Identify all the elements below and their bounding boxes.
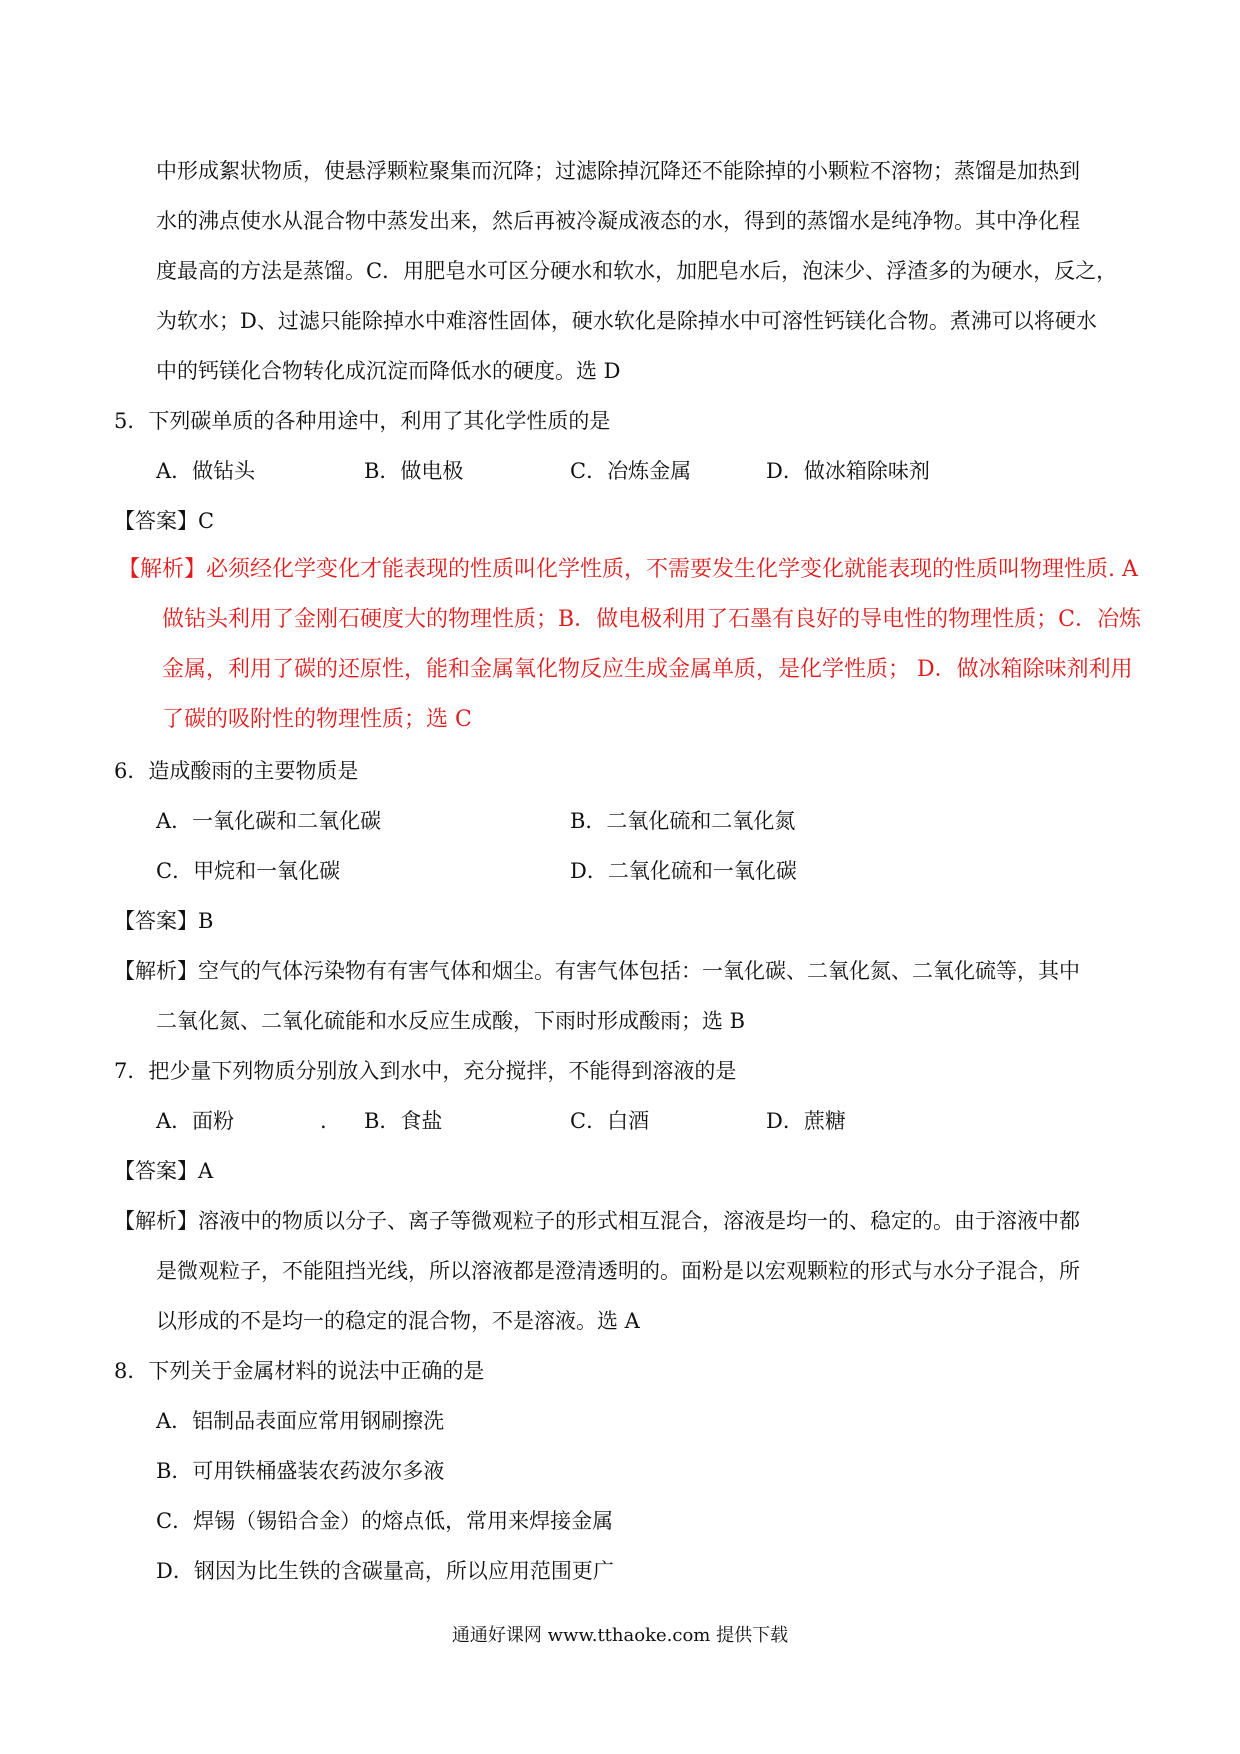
q5-option-a: A．做钻头 [156, 459, 256, 483]
text-line: 中的钙镁化合物转化成沉淀而降低水的硬度。选 D [156, 359, 621, 383]
q7-analysis-line: 【解析】溶液中的物质以分子、离子等微观粒子的形式相互混合，溶液是均一的、稳定的。由于溶液中都 [114, 1209, 1080, 1233]
q6-option-d: D．二氧化硫和一氧化碳 [570, 859, 797, 883]
question-6-stem: 6．造成酸雨的主要物质是 [114, 759, 359, 783]
q5-analysis-line: 了碳的吸附性的物理性质；选 C [162, 707, 472, 732]
q5-analysis-line: 【解析】必须经化学变化才能表现的性质叫化学性质，不需要发生化学变化就能表现的性质叫物理性质. A [118, 557, 1138, 582]
q6-analysis-line: 二氧化氮、二氧化硫能和水反应生成酸，下雨时形成酸雨；选 B [156, 1009, 746, 1033]
q6-answer: 【答案】B [114, 909, 214, 933]
q5-analysis-line: 做钻头利用了金刚石硬度大的物理性质；B．做电极利用了石墨有良好的导电性的物理性质；C．冶炼 [162, 607, 1142, 632]
q7-answer: 【答案】A [114, 1159, 214, 1183]
q8-option-b: B．可用铁桶盛装农药波尔多液 [156, 1459, 445, 1483]
q6-option-b: B．二氧化硫和二氧化氮 [570, 809, 796, 833]
q8-option-c: C．焊锡（锡铅合金）的熔点低，常用来焊接金属 [156, 1509, 614, 1533]
question-5-stem: 5．下列碳单质的各种用途中，利用了其化学性质的是 [114, 409, 611, 433]
q7-analysis-line: 以形成的不是均一的稳定的混合物，不是溶液。选 A [156, 1309, 640, 1333]
q7-option-d: D．蔗糖 [766, 1109, 846, 1133]
question-8-stem: 8．下列关于金属材料的说法中正确的是 [114, 1359, 485, 1383]
q5-answer: 【答案】C [114, 509, 215, 533]
q5-option-b: B．做电极 [364, 459, 464, 483]
q8-option-a: A．铝制品表面应常用钢刷擦洗 [156, 1409, 445, 1433]
text-line: 水的沸点使水从混合物中蒸发出来，然后再被冷凝成液态的水，得到的蒸馏水是纯净物。其中净化程 [156, 209, 1080, 233]
q6-option-a: A．一氧化碳和二氧化碳 [156, 809, 382, 833]
q5-option-c: C．冶炼金属 [570, 459, 692, 483]
question-7-stem: 7．把少量下列物质分别放入到水中，充分搅拌，不能得到溶液的是 [114, 1059, 737, 1083]
text-line: 为软水；D、过滤只能除掉水中难溶性固体，硬水软化是除掉水中可溶性钙镁化合物。煮沸可以将硬水 [156, 309, 1097, 333]
q8-option-d: D．钢因为比生铁的含碳量高，所以应用范围更广 [156, 1559, 614, 1583]
q5-option-d: D．做冰箱除味剂 [766, 459, 930, 483]
stray-dot: . [320, 1109, 327, 1133]
q7-option-c: C．白酒 [570, 1109, 650, 1133]
q5-analysis-line: 金属，利用了碳的还原性，能和金属氧化物反应生成金属单质，是化学性质； D．做冰箱除味剂利用 [162, 657, 1133, 682]
q6-analysis-line: 【解析】空气的气体污染物有有害气体和烟尘。有害气体包括：一氧化碳、二氧化氮、二氧化硫等，其中 [114, 959, 1080, 983]
q7-option-b: B．食盐 [364, 1109, 443, 1133]
q7-analysis-line: 是微观粒子，不能阻挡光线，所以溶液都是澄清透明的。面粉是以宏观颗粒的形式与水分子混合，所 [156, 1259, 1080, 1283]
text-line: 度最高的方法是蒸馏。C．用肥皂水可区分硬水和软水，加肥皂水后，泡沫少、浮渣多的为硬水，反之， [156, 259, 1118, 283]
text-line: 中形成絮状物质，使悬浮颗粒聚集而沉降；过滤除掉沉降还不能除掉的小颗粒不溶物；蒸馏是加热到 [156, 159, 1080, 183]
page-footer: 通通好课网 www.tthaoke.com 提供下载 [451, 1625, 789, 1646]
q7-option-a: A．面粉 [156, 1109, 235, 1133]
q6-option-c: C．甲烷和一氧化碳 [156, 859, 341, 883]
